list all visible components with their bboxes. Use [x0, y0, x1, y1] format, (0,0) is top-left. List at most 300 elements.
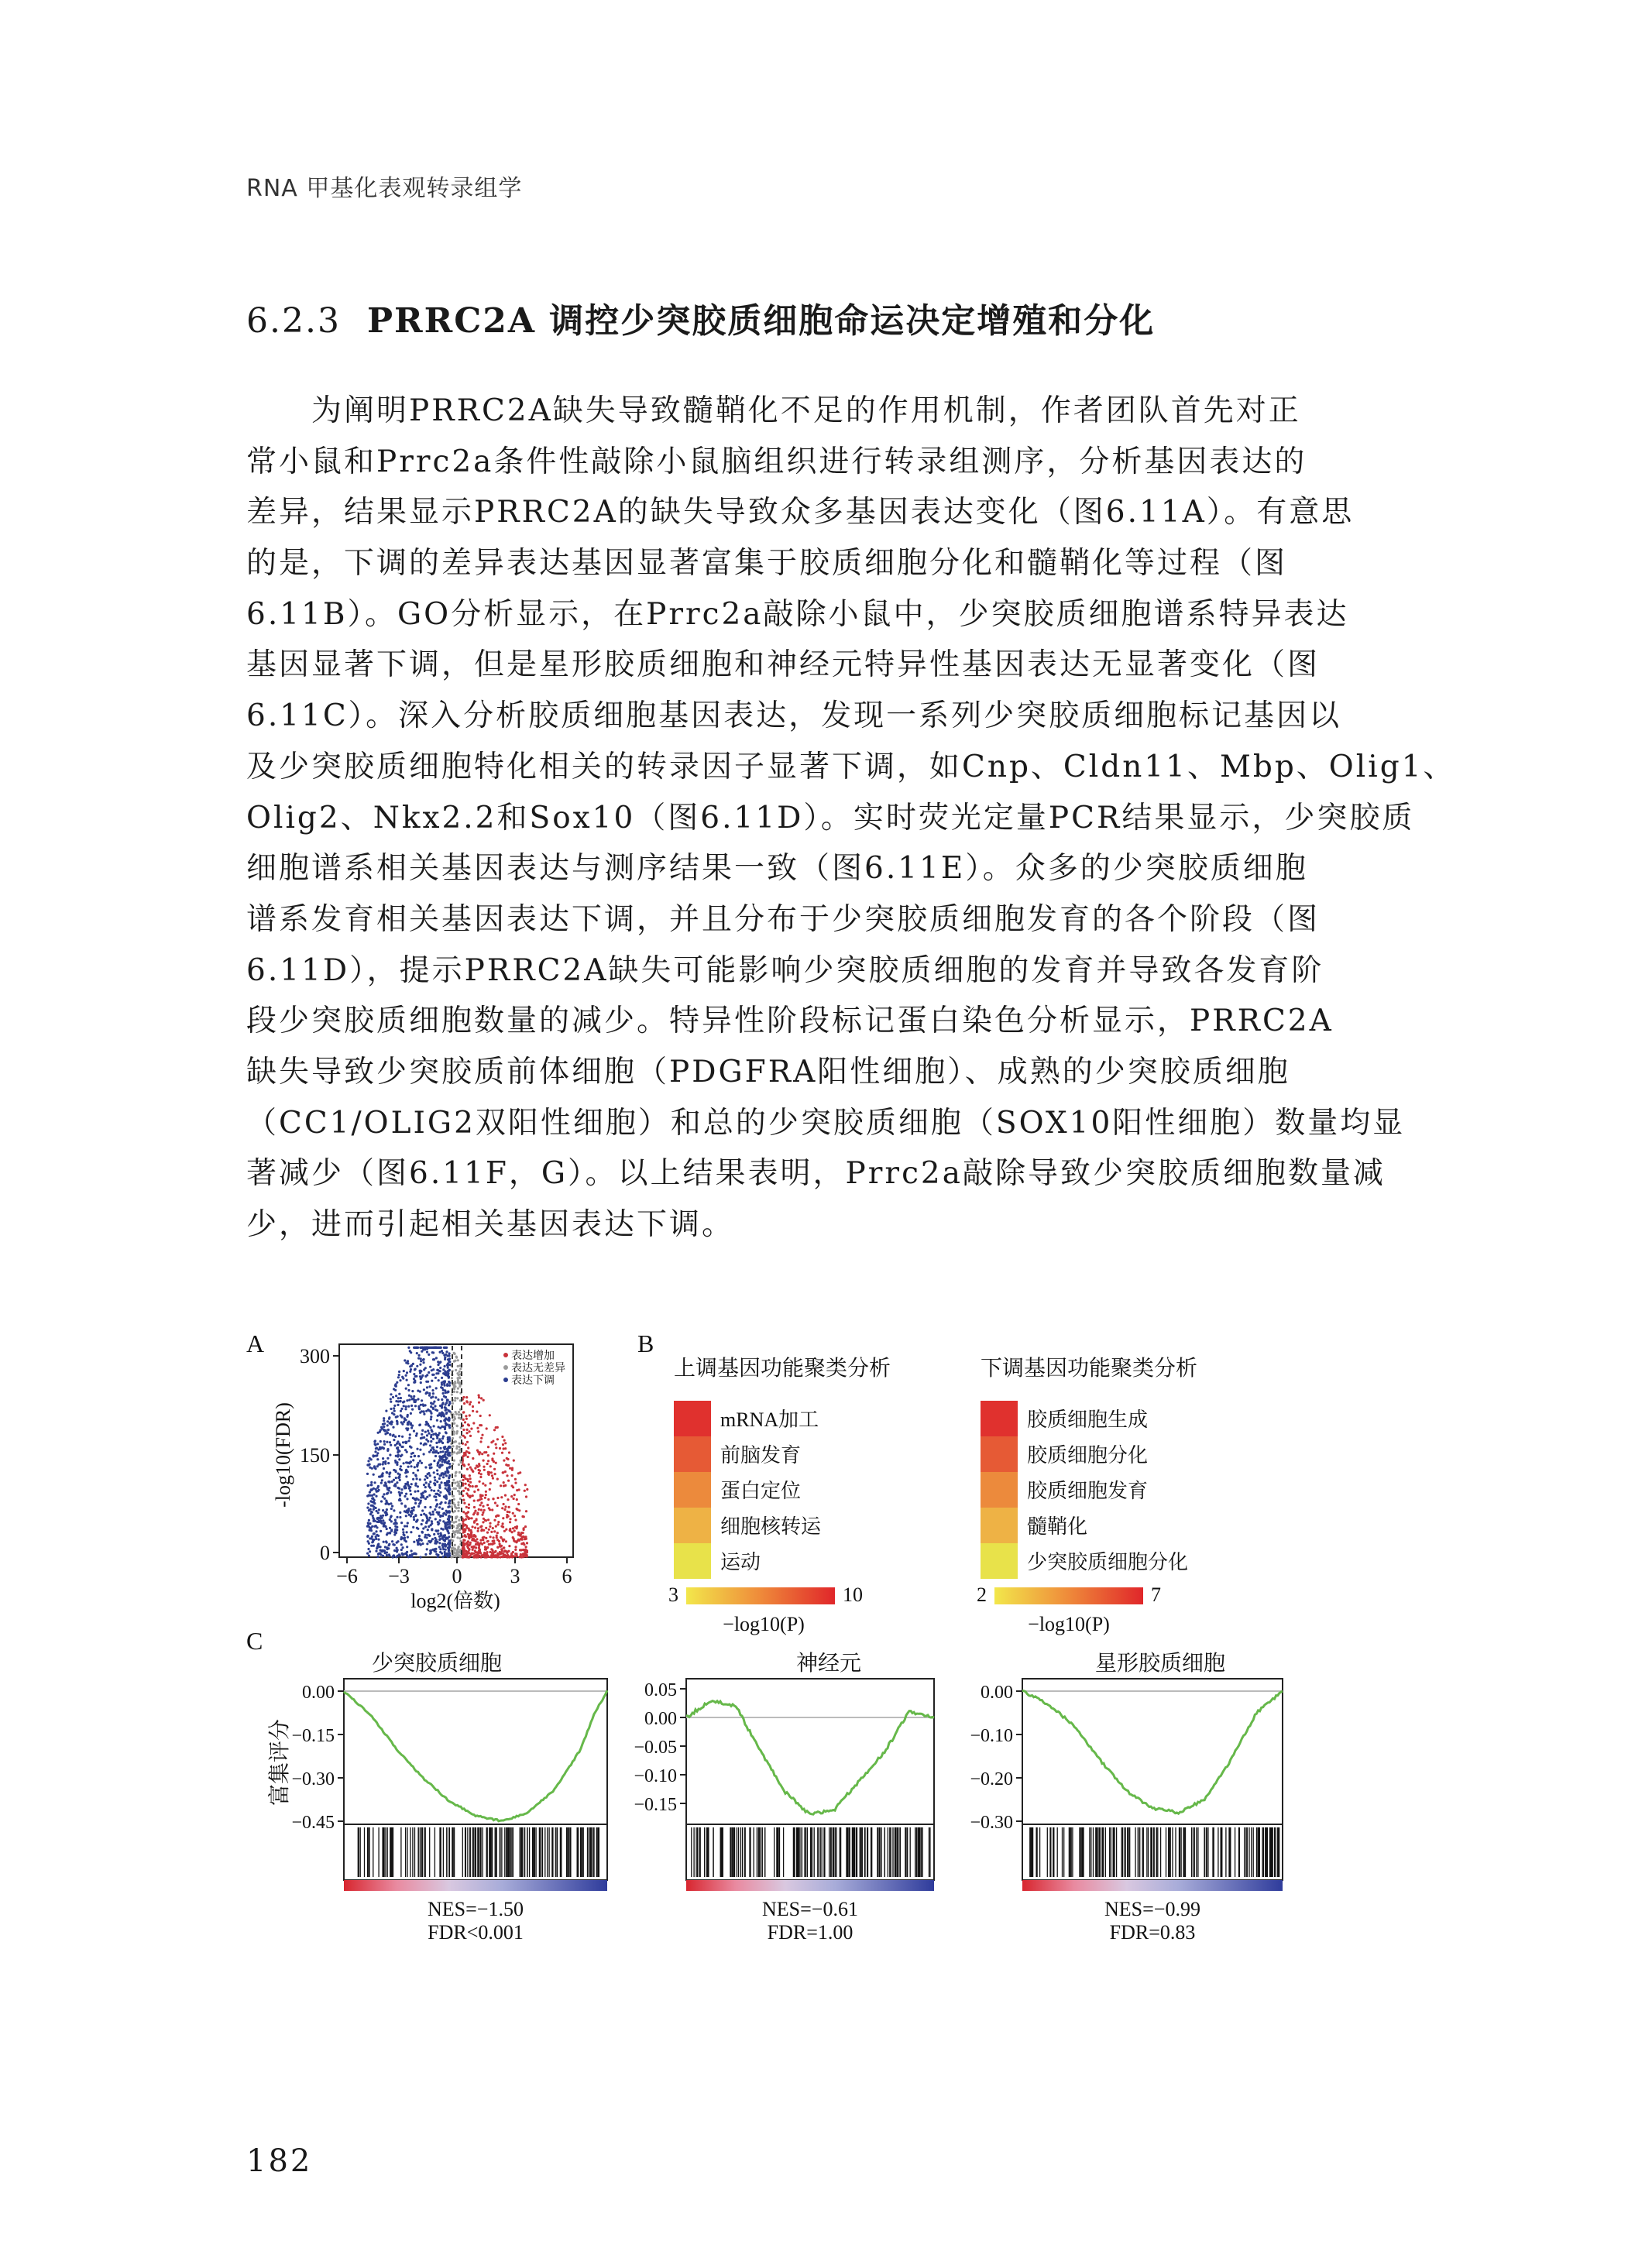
volcano-point: [391, 1481, 393, 1483]
volcano-point: [410, 1549, 413, 1552]
volcano-point: [390, 1401, 392, 1403]
volcano-point: [441, 1381, 443, 1384]
volcano-point: [424, 1375, 427, 1378]
volcano-point: [397, 1540, 399, 1542]
volcano-point: [419, 1391, 421, 1393]
volcano-point: [448, 1384, 451, 1387]
volcano-point: [438, 1460, 441, 1462]
volcano-point: [455, 1474, 457, 1477]
volcano-point: [439, 1367, 441, 1369]
volcano-point: [472, 1457, 474, 1460]
volcano-point: [380, 1522, 383, 1524]
volcano-point: [409, 1371, 411, 1373]
volcano-point: [433, 1449, 435, 1451]
volcano-point: [452, 1495, 455, 1498]
volcano-point: [467, 1423, 469, 1426]
volcano-point: [416, 1539, 418, 1542]
volcano-point: [465, 1518, 467, 1521]
volcano-point: [400, 1491, 403, 1494]
volcano-point: [421, 1519, 424, 1522]
volcano-point: [493, 1519, 496, 1522]
volcano-point: [516, 1498, 518, 1501]
volcano-point: [492, 1527, 494, 1529]
volcano-point: [451, 1505, 453, 1508]
volcano-point: [417, 1490, 419, 1492]
volcano-point: [376, 1443, 379, 1445]
y-tick-label: 0: [320, 1542, 330, 1564]
volcano-point: [493, 1460, 495, 1463]
volcano-point: [392, 1396, 394, 1398]
volcano-point: [454, 1548, 456, 1550]
volcano-point: [436, 1446, 438, 1448]
volcano-point: [405, 1388, 407, 1390]
volcano-point: [410, 1412, 412, 1415]
volcano-point: [438, 1412, 441, 1415]
volcano-point: [452, 1539, 454, 1542]
volcano-point: [408, 1421, 410, 1423]
gsea-nes: NES=−1.50: [428, 1898, 524, 1920]
volcano-point: [404, 1510, 406, 1512]
volcano-point: [386, 1533, 388, 1535]
y-tick-label: 0.00: [644, 1709, 677, 1729]
volcano-point: [457, 1510, 459, 1512]
volcano-point: [401, 1423, 404, 1426]
volcano-point: [398, 1393, 400, 1395]
volcano-point: [433, 1490, 435, 1492]
volcano-point: [469, 1495, 472, 1498]
volcano-point: [406, 1498, 408, 1500]
volcano-point: [503, 1546, 505, 1549]
volcano-point: [486, 1504, 489, 1506]
volcano-point: [445, 1417, 447, 1419]
volcano-point: [435, 1442, 438, 1444]
volcano-point: [367, 1484, 369, 1487]
volcano-point: [383, 1541, 385, 1543]
volcano-plot: [272, 1344, 573, 1612]
volcano-point: [383, 1467, 385, 1470]
volcano-point: [408, 1437, 410, 1439]
volcano-point: [478, 1508, 480, 1511]
volcano-point: [472, 1549, 474, 1551]
volcano-point: [383, 1417, 385, 1419]
volcano-point: [489, 1525, 491, 1528]
volcano-point: [444, 1473, 446, 1475]
body-line: 及少突胶质细胞特化相关的转录因子显著下调，如Cnp、Cldn11、Mbp、Olig1、: [246, 749, 1456, 784]
volcano-point: [500, 1525, 503, 1528]
volcano-point: [478, 1396, 480, 1398]
volcano-point: [396, 1461, 398, 1463]
body-line: 段少突胶质细胞数量的减少。特异性阶段标记蛋白染色分析显示，PRRC2A: [246, 1004, 1334, 1039]
volcano-point: [396, 1381, 398, 1384]
volcano-point: [422, 1403, 424, 1405]
volcano-point: [417, 1405, 420, 1408]
volcano-point: [479, 1525, 482, 1528]
volcano-point: [394, 1485, 397, 1487]
legend-ns: 表达无差异: [511, 1363, 565, 1374]
volcano-point: [423, 1413, 425, 1415]
volcano-point: [408, 1398, 410, 1401]
volcano-point: [515, 1541, 517, 1543]
volcano-point: [439, 1457, 441, 1459]
volcano-point: [432, 1451, 434, 1453]
up-bar: [674, 1508, 711, 1543]
volcano-point: [453, 1522, 455, 1524]
volcano-point: [423, 1513, 425, 1515]
volcano-point: [416, 1463, 418, 1466]
volcano-point: [465, 1487, 467, 1489]
volcano-point: [431, 1374, 434, 1376]
volcano-point: [375, 1525, 377, 1527]
volcano-point: [419, 1460, 421, 1462]
up-scale-max: 10: [843, 1583, 863, 1606]
down-term: 少突胶质细胞分化: [1027, 1551, 1189, 1573]
volcano-point: [378, 1546, 380, 1548]
volcano-point: [393, 1439, 395, 1441]
volcano-point: [376, 1547, 378, 1549]
volcano-point: [473, 1539, 476, 1542]
volcano-point: [431, 1520, 433, 1522]
volcano-point: [395, 1455, 397, 1457]
volcano-point: [473, 1500, 476, 1502]
volcano-point: [407, 1347, 410, 1349]
volcano-point: [412, 1526, 414, 1529]
volcano-point: [467, 1511, 469, 1513]
volcano-point: [462, 1511, 465, 1513]
volcano-point: [446, 1480, 448, 1482]
volcano-point: [502, 1539, 504, 1542]
volcano-point: [456, 1397, 459, 1399]
volcano-point: [416, 1352, 418, 1354]
panel-a-label: A: [246, 1330, 265, 1357]
volcano-point: [388, 1416, 390, 1419]
volcano-point: [424, 1443, 426, 1445]
volcano-point: [465, 1492, 468, 1494]
volcano-point: [500, 1553, 502, 1555]
volcano-point: [472, 1525, 474, 1528]
volcano-point: [393, 1469, 395, 1471]
volcano-point: [483, 1466, 485, 1468]
volcano-point: [386, 1508, 388, 1511]
volcano-point: [387, 1429, 390, 1431]
volcano-point: [418, 1354, 421, 1357]
volcano-point: [370, 1511, 373, 1513]
volcano-point: [426, 1542, 428, 1545]
volcano-point: [456, 1425, 459, 1427]
volcano-point: [459, 1471, 461, 1474]
volcano-point: [447, 1367, 449, 1369]
volcano-point: [367, 1548, 369, 1550]
body-line: 谱系发育相关基因表达下调，并且分布于少突胶质细胞发育的各个阶段（图: [246, 901, 1321, 937]
volcano-point: [452, 1402, 454, 1405]
volcano-point: [399, 1468, 401, 1470]
volcano-point: [436, 1504, 438, 1506]
volcano-point: [400, 1488, 403, 1491]
volcano-point: [441, 1553, 443, 1555]
volcano-point: [428, 1385, 431, 1388]
volcano-point: [415, 1435, 417, 1437]
volcano-point: [373, 1474, 375, 1476]
body-line: 细胞谱系相关基因表达与测序结果一致（图6.11E）。众多的少突胶质细胞: [246, 851, 1308, 887]
volcano-point: [424, 1506, 426, 1508]
volcano-point: [468, 1528, 470, 1530]
volcano-point: [517, 1539, 520, 1541]
volcano-point: [465, 1506, 468, 1508]
body-line: 少，进而引起相关基因表达下调。: [246, 1207, 735, 1242]
volcano-point: [439, 1519, 441, 1522]
volcano-point: [439, 1347, 441, 1349]
volcano-point: [402, 1441, 404, 1443]
volcano-point: [394, 1525, 397, 1528]
volcano-point: [494, 1501, 496, 1504]
volcano-point: [383, 1493, 385, 1495]
volcano-point: [455, 1549, 458, 1552]
volcano-point: [503, 1460, 505, 1462]
volcano-point: [486, 1427, 488, 1429]
volcano-point: [429, 1347, 431, 1349]
volcano-point: [373, 1493, 376, 1495]
volcano-point: [500, 1536, 503, 1539]
volcano-point: [480, 1397, 483, 1399]
volcano-point: [387, 1462, 390, 1464]
volcano-point: [374, 1444, 376, 1446]
volcano-point: [489, 1414, 491, 1416]
volcano-point: [520, 1542, 523, 1545]
volcano-point: [469, 1467, 472, 1469]
volcano-point: [459, 1371, 461, 1373]
volcano-point: [442, 1389, 445, 1391]
y-tick-label: −0.30: [970, 1813, 1013, 1833]
volcano-point: [439, 1447, 441, 1450]
volcano-point: [368, 1509, 370, 1511]
volcano-point: [469, 1430, 471, 1433]
volcano-point: [492, 1536, 494, 1539]
volcano-point: [398, 1450, 400, 1453]
volcano-point: [448, 1501, 451, 1503]
volcano-point: [462, 1543, 465, 1546]
volcano-point: [496, 1532, 499, 1534]
volcano-point: [486, 1551, 488, 1553]
volcano-point: [398, 1371, 400, 1373]
volcano-point: [382, 1509, 384, 1511]
gsea-y-label: 富集评分: [268, 1718, 292, 1807]
volcano-point: [410, 1422, 412, 1425]
volcano-point: [458, 1411, 460, 1413]
volcano-point: [366, 1463, 369, 1466]
volcano-point: [493, 1530, 496, 1532]
volcano-point: [425, 1392, 428, 1395]
volcano-point: [448, 1545, 451, 1547]
y-tick-label: −0.30: [291, 1769, 335, 1789]
volcano-point: [419, 1556, 421, 1558]
up-bar: [674, 1543, 711, 1579]
volcano-point: [367, 1522, 369, 1524]
volcano-point: [438, 1486, 441, 1488]
volcano-point: [427, 1473, 429, 1475]
volcano-point: [373, 1502, 376, 1505]
volcano-point: [429, 1487, 431, 1489]
volcano-point: [428, 1540, 430, 1542]
y-tick-label: −0.20: [970, 1769, 1013, 1789]
volcano-point: [367, 1460, 369, 1462]
volcano-point: [504, 1447, 507, 1450]
volcano-point: [432, 1392, 434, 1395]
volcano-point: [434, 1455, 437, 1457]
volcano-point: [390, 1520, 393, 1522]
volcano-point: [383, 1426, 385, 1428]
volcano-point: [429, 1366, 431, 1368]
volcano-point: [524, 1536, 526, 1539]
volcano-point: [374, 1481, 376, 1484]
volcano-point: [448, 1539, 451, 1542]
volcano-point: [512, 1527, 514, 1529]
up-bar: [674, 1401, 711, 1436]
volcano-point: [433, 1482, 435, 1484]
volcano-point: [490, 1531, 493, 1533]
volcano-point: [394, 1444, 397, 1446]
volcano-point: [465, 1396, 468, 1398]
volcano-point: [439, 1548, 441, 1550]
volcano-point: [431, 1446, 434, 1449]
volcano-point: [482, 1521, 484, 1523]
volcano-point: [467, 1480, 469, 1482]
volcano-point: [386, 1554, 388, 1556]
volcano-point: [497, 1515, 500, 1517]
volcano-point: [463, 1464, 465, 1467]
volcano-point: [445, 1544, 447, 1546]
volcano-point: [479, 1494, 482, 1496]
volcano-point: [429, 1517, 431, 1519]
volcano-point: [376, 1521, 379, 1523]
volcano-point: [416, 1433, 418, 1435]
volcano-point: [429, 1467, 431, 1469]
volcano-point: [465, 1525, 468, 1527]
volcano-point: [439, 1515, 441, 1517]
volcano-point: [453, 1460, 455, 1462]
volcano-point: [498, 1540, 500, 1542]
volcano-point: [406, 1525, 408, 1527]
volcano-point: [394, 1383, 397, 1385]
volcano-point: [478, 1469, 480, 1471]
volcano-point: [448, 1535, 450, 1538]
volcano-point: [502, 1522, 504, 1525]
volcano-point: [398, 1435, 400, 1437]
volcano-point: [390, 1502, 392, 1505]
volcano-point: [488, 1529, 490, 1531]
body-line: Olig2、Nkx2.2和Sox10（图6.11D）。实时荧光定量PCR结果显示，少突胶质: [246, 800, 1415, 835]
volcano-point: [388, 1543, 390, 1546]
volcano-point: [438, 1542, 441, 1544]
volcano-point: [523, 1555, 525, 1557]
volcano-point: [459, 1367, 462, 1370]
volcano-point: [459, 1436, 462, 1439]
gsea-rank-bar: [344, 1880, 607, 1891]
volcano-point: [423, 1436, 425, 1439]
volcano-point: [386, 1492, 389, 1494]
volcano-point: [414, 1502, 417, 1505]
volcano-point: [370, 1489, 373, 1491]
volcano-point: [419, 1478, 421, 1481]
volcano-point: [441, 1543, 444, 1546]
volcano-point: [410, 1364, 413, 1367]
volcano-point: [424, 1553, 427, 1556]
volcano-point: [445, 1403, 447, 1405]
volcano-point: [420, 1360, 422, 1362]
volcano-point: [452, 1479, 455, 1481]
volcano-point: [455, 1553, 458, 1556]
volcano-point: [441, 1508, 444, 1510]
volcano-point: [410, 1395, 412, 1398]
volcano-point: [447, 1358, 449, 1360]
volcano-point: [410, 1515, 412, 1517]
volcano-point: [489, 1551, 491, 1553]
volcano-point: [400, 1543, 403, 1546]
volcano-point: [444, 1384, 446, 1387]
volcano-point: [366, 1507, 369, 1509]
volcano-point: [429, 1481, 431, 1483]
volcano-point: [410, 1460, 412, 1463]
volcano-point: [371, 1501, 373, 1503]
volcano-point: [476, 1513, 479, 1515]
volcano-point: [373, 1487, 375, 1490]
volcano-point: [476, 1518, 478, 1520]
volcano-point: [383, 1419, 385, 1422]
volcano-point: [441, 1450, 444, 1453]
volcano-point: [480, 1437, 483, 1439]
volcano-point: [381, 1446, 383, 1449]
volcano-point: [421, 1462, 423, 1464]
volcano-point: [434, 1540, 437, 1542]
volcano-point: [489, 1488, 491, 1491]
volcano-point: [424, 1347, 426, 1349]
volcano-point: [432, 1438, 434, 1440]
volcano-point: [393, 1405, 396, 1407]
volcano-point: [409, 1433, 411, 1436]
volcano-point: [392, 1556, 394, 1558]
volcano-point: [524, 1552, 527, 1554]
gsea-plot-astrocyte: [970, 1651, 1283, 1944]
volcano-point: [462, 1531, 465, 1533]
volcano-point: [453, 1498, 455, 1501]
volcano-point: [519, 1535, 521, 1537]
volcano-point: [479, 1504, 482, 1506]
volcano-point: [420, 1404, 422, 1406]
volcano-point: [465, 1400, 468, 1402]
volcano-point: [444, 1373, 446, 1375]
volcano-point: [493, 1468, 496, 1470]
volcano-point: [416, 1448, 418, 1450]
volcano-point: [518, 1509, 520, 1511]
volcano-point: [511, 1531, 513, 1533]
volcano-point: [485, 1527, 487, 1529]
volcano-point: [504, 1494, 507, 1497]
volcano-point: [424, 1431, 427, 1433]
volcano-point: [404, 1449, 407, 1451]
volcano-point: [441, 1458, 444, 1460]
volcano-point: [523, 1515, 525, 1518]
volcano-point: [437, 1434, 439, 1436]
volcano-point: [440, 1481, 442, 1484]
volcano-point: [388, 1473, 390, 1475]
volcano-point: [463, 1548, 465, 1550]
volcano-point: [400, 1455, 402, 1457]
volcano-point: [382, 1555, 384, 1557]
volcano-point: [438, 1494, 441, 1497]
volcano-point: [465, 1553, 468, 1556]
volcano-point: [391, 1421, 393, 1423]
volcano-point: [416, 1365, 418, 1367]
volcano-point: [463, 1476, 465, 1478]
volcano-point: [400, 1408, 403, 1410]
